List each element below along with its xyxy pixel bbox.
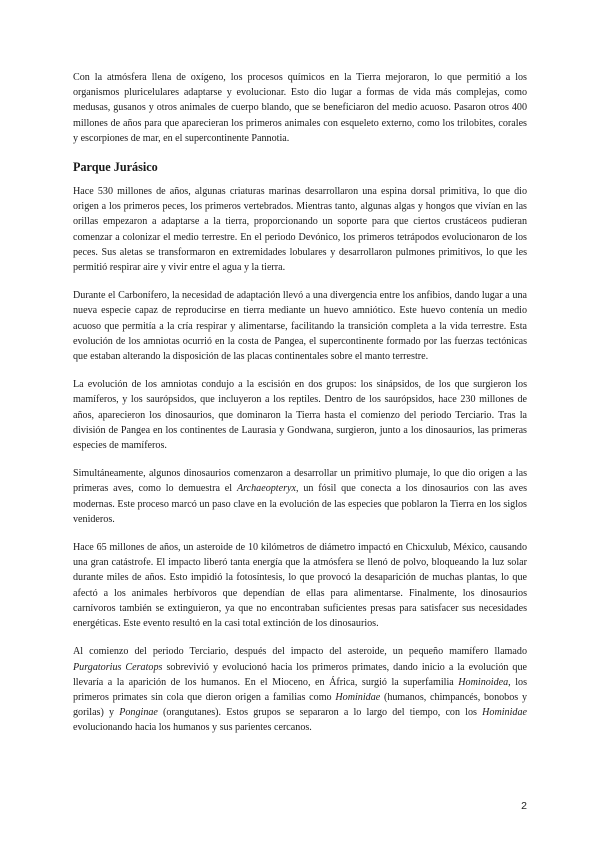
species-name: Archaeopteryx [236, 483, 296, 495]
taxon-name: Hominidae [335, 691, 381, 703]
taxon-name: Hominidae [482, 707, 527, 719]
text-span: evolucionando hacia los humanos y sus parientes cercanos. [73, 722, 312, 734]
paragraph-birds [73, 466, 527, 527]
text-span: sobrevivió y evolucionó hacia los primeros primates, dando inicio a la evolución que llevaría a la aparición de los humanos. En el Mioceno, en África, surgió la superfamilia [73, 661, 527, 688]
text-span: , un fósil que conecta a los dinosaurios con las aves modernas. Este proceso marcó un paso clave en la evolución de las especies que poblaron la Tierra en los siglos venideros. [73, 483, 527, 525]
text-span: (orangutanes). Estos grupos se separaron a lo largo del tiempo, con los [157, 707, 483, 719]
paragraph-primates [73, 644, 527, 735]
intro-paragraph: Con la atmósfera llena de oxígeno, los procesos químicos en la Tierra mejoraron, lo que permitió a los organismos pluricelulares adaptarse y evolucionar. Esto dio lugar a formas de vida más complejas, como medusas, gusanos y otros animales de cuerpo blando, que se beneficiaron del medio acuoso. Pasaron otros 400 millones de años para que aparecieran los primeros animales con esqueleto externo, como los trilobites, corales y escorpiones de mar, en el supercontinente Pannotia. [73, 72, 527, 144]
page-number: 2 [521, 800, 527, 812]
paragraph-asteroid: Hace 65 millones de años, un asteroide de 10 kilómetros de diámetro impactó en Chicxulub, México, causando una gran catástrofe. El impacto liberó tanta energía que la atmósfera se llenó de polvo, bloqueando la luz solar durante miles de años. Esto impidió la fotosíntesis, lo que provocó la desaparición de muchas plantas, lo que afectó a los animales herbívoros que dependían de ellas para alimentarse. Finalmente, los dinosaurios carnívoros también se extinguieron, ya que no encontraban suficientes presas para satisfacer sus necesidades energéticas. Este evento resultó en la casi total extinción de los dinosaurios. [73, 542, 527, 630]
paragraph-amniotic-egg: Durante el Carbonífero, la necesidad de adaptación llevó a una divergencia entre los anfibios, dando lugar a una nueva especie capaz de reproducirse en tierra mediante un huevo amniótico. Este huevo contenía un medio acuoso que permitía a la cría respirar y alimentarse, facilitando la transición completa a la vida terrestre. Esta evolución de los amniotas ocurrió en la costa de Pangea, el supercontinente formado por las fuerzas tectónicas que estaban alterando la disposición de las placas continentales sobre el manto terrestre. [73, 290, 527, 363]
taxon-name: Hominoidea [458, 676, 509, 688]
text-span: , los primeros primates sin cola que dieron origen a familias como [73, 676, 528, 703]
text-span: (humanos, chimpancés, bonobos y gorilas) y [73, 691, 527, 719]
text-span: Al comienzo del periodo Terciario, después del impacto del asteroide, un pequeño mamífero llamado [73, 646, 527, 658]
document-page [73, 70, 527, 749]
paragraph-fish-tetrapods: Hace 530 millones de años, algunas criaturas marinas desarrollaron una espina dorsal primitiva, lo que dio origen a los primeros peces, los primeros vertebrados. Mientras tanto, algunas algas y hongos que vivían en las orillas empezaron a adaptarse a la tierra, proporcionando un soporte para que ciertos crustáceos pudieran comenzar a colonizar el medio terrestre. En el periodo Devónico, los primeros tetrápodos evolucionaron de los peces. Sus aletas se transformaron en extremidades lobulares y desarrollaron pulmones primitivos, lo que les permitió respirar aire y vivir entre el agua y la tierra. [73, 186, 527, 274]
text-span: Simultáneamente, algunos dinosaurios comenzaron a desarrollar un primitivo plumaje, lo que dio origen a las primeras aves, como lo demuestra el [73, 468, 527, 495]
taxon-name: Ponginae [119, 707, 158, 719]
paragraph-synapsids-sauropsids: La evolución de los amniotas condujo a la escisión en dos grupos: los sinápsidos, de los que surgieron los mamíferos, y los saurópsidos, que incluyeron a los reptiles. Dentro de los saurópsidos, hace 230 millones de años, aparecieron los dinosaurios, que dominaron la Tierra hasta el comienzo del periodo Terciario. Tras la división de Pangea en los continentes de Laurasia y Gondwana, surgieron, junto a los dinosaurios, las primeras especies de mamíferos. [73, 379, 527, 452]
section-title: Parque Jurásico [73, 160, 158, 175]
species-name: Purgatorius Ceratops [73, 661, 163, 673]
